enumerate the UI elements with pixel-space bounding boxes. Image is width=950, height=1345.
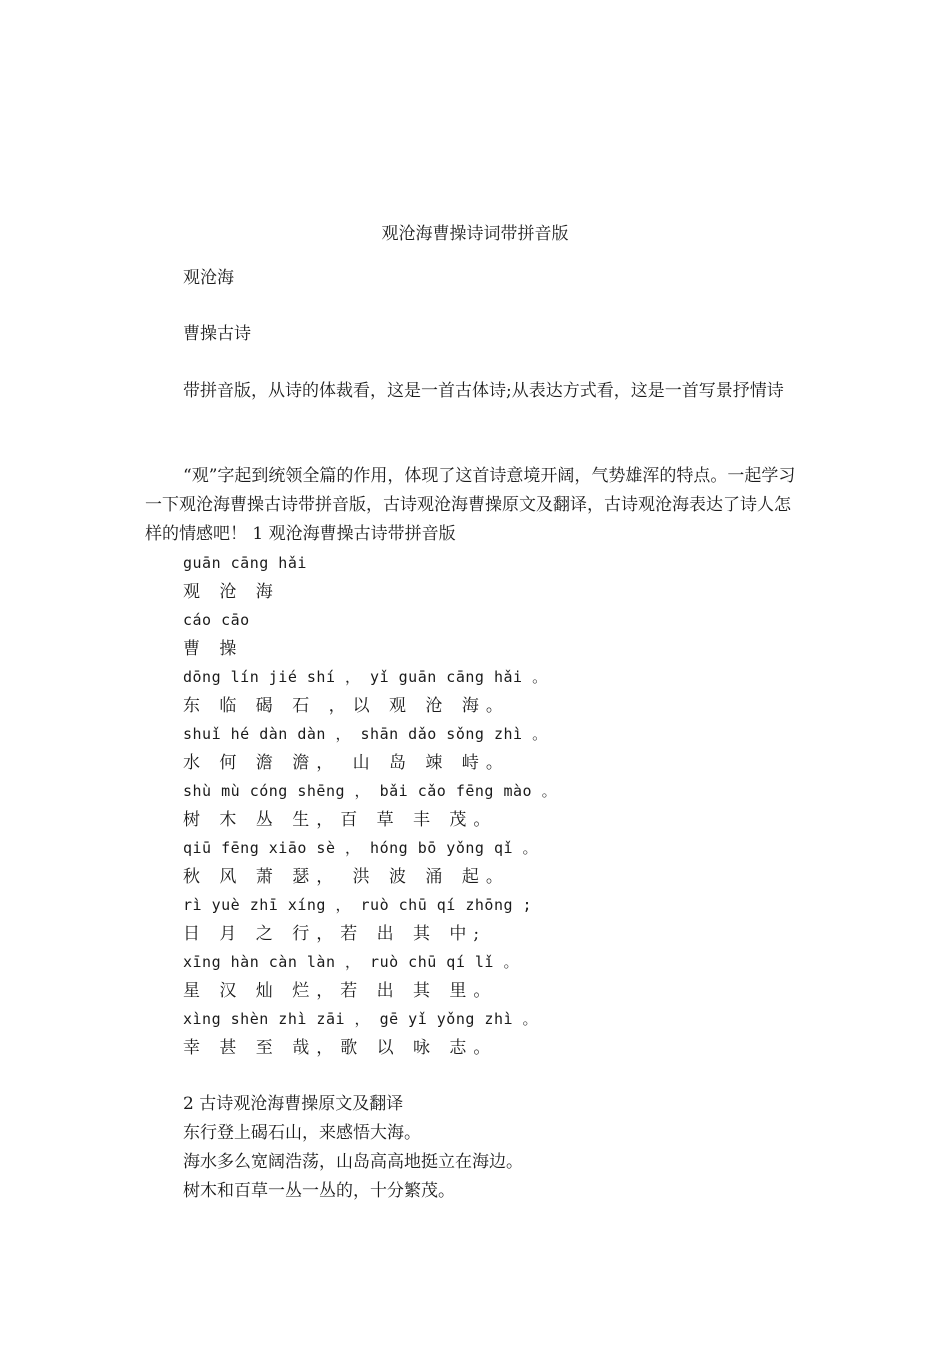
poem-pinyin-line: xīng hàn càn làn ， ruò chū qí lǐ 。 — [183, 953, 519, 971]
translation-section — [183, 1090, 803, 1206]
poem-hanzi-line: 星 汉 灿 烂，若 出 其 里。 — [183, 980, 498, 1001]
poem-hanzi-line: 东 临 碣 石 ，以 观 沧 海。 — [183, 695, 510, 716]
poem-pinyin-line: rì yuè zhī xíng ， ruò chū qí zhōng ; — [183, 896, 533, 914]
poem-pinyin-line: shù mù cóng shēng ， bǎi cǎo fēng mào 。 — [183, 782, 558, 800]
translation-line: 东行登上碣石山，来感悟大海。 — [183, 1123, 421, 1143]
intro-paragraph-1: 带拼音版，从诗的体裁看，这是一首古体诗;从表达方式看，这是一首写景抒情诗 — [183, 381, 784, 401]
heading-author — [145, 320, 805, 349]
poem-pinyin-line: dōng lín jié shí ， yǐ guān cāng hǎi 。 — [183, 668, 548, 686]
poem-hanzi-line: 日 月 之 行，若 出 其 中; — [183, 923, 487, 944]
poem-hanzi-line: 幸 甚 至 哉，歌 以 咏 志。 — [183, 1037, 498, 1058]
poem-hanzi-line: 秋 风 萧 瑟， 洪 波 涌 起。 — [183, 866, 510, 887]
heading-poem-name-text: 观沧海 — [183, 268, 234, 288]
translation-heading: 2 古诗观沧海曹操原文及翻译 — [183, 1094, 404, 1114]
poem-hanzi-line: 水 何 澹 澹， 山 岛 竦 峙。 — [183, 752, 510, 773]
poem-hanzi-line: 曹 操 — [183, 638, 244, 659]
poem-pinyin-line: cáo cāo — [183, 611, 250, 629]
heading-poem-name — [145, 264, 805, 293]
translation-line: 树木和百草一丛一丛的，十分繁茂。 — [183, 1181, 455, 1201]
poem-block — [183, 549, 803, 1062]
poem-pinyin-line: xìng shèn zhì zāi ， gē yǐ yǒng zhì 。 — [183, 1010, 539, 1028]
poem-pinyin-line: shuǐ hé dàn dàn ， shān dǎo sǒng zhì 。 — [183, 725, 548, 743]
poem-hanzi-line: 树 木 丛 生，百 草 丰 茂。 — [183, 809, 498, 830]
document-title: 观沧海曹操诗词带拼音版 — [381, 224, 569, 244]
intro-paragraph-2: “观”字起到统领全篇的作用，体现了这首诗意境开阔，气势雄浑的特点。一起学习一下观沧海曹操古诗带拼音版，古诗观沧海曹操原文及翻译，古诗观沧海表达了诗人怎样的情感吧！ 1 观沧海曹操古诗带拼音版 — [145, 466, 796, 544]
heading-author-text: 曹操古诗 — [183, 324, 251, 344]
poem-pinyin-line: qiū fēng xiāo sè ， hóng bō yǒng qǐ 。 — [183, 839, 539, 857]
poem-pinyin-line: guān cāng hǎi — [183, 554, 307, 572]
translation-line: 海水多么宽阔浩荡，山岛高高地挺立在海边。 — [183, 1152, 523, 1172]
poem-hanzi-line: 观 沧 海 — [183, 581, 280, 602]
